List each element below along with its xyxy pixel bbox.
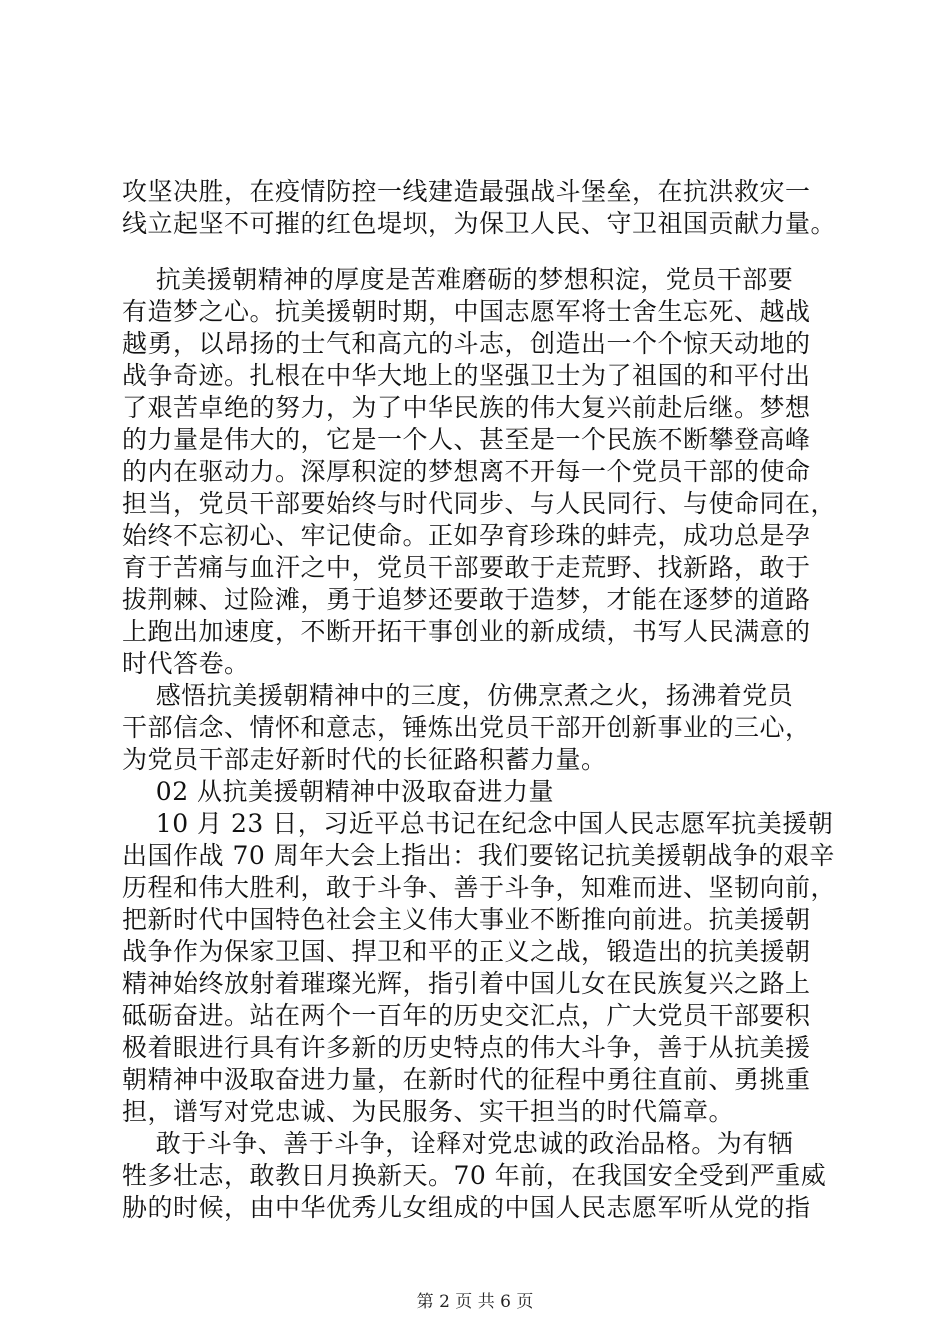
text-line: 出国作战 70 周年大会上指出：我们要铭记抗美援朝战争的艰辛 (122, 841, 835, 870)
text-line: 感悟抗美援朝精神中的三度，仿佛烹煮之火，扬沸着党员 (122, 681, 794, 710)
section-heading: 02 从抗美援朝精神中汲取奋进力量 (122, 777, 555, 806)
text-line: 拔荆棘、过险滩，勇于追梦还要敢于造梦，才能在逐梦的道路 (122, 585, 811, 614)
text-line: 攻坚决胜，在疫情防控一线建造最强战斗堡垒，在抗洪救灾一 (122, 177, 811, 206)
text-line: 战争作为保家卫国、捍卫和平的正义之战，锻造出的抗美援朝 (122, 937, 811, 966)
text-line: 极着眼进行具有许多新的历史特点的伟大斗争，善于从抗美援 (122, 1033, 811, 1062)
paragraph-block-top (122, 176, 842, 240)
page-number-footer: 第 2 页 共 6 页 (416, 1292, 534, 1312)
text-line: 担，谱写对党忠诚、为民服务、实干担当的时代篇章。 (122, 1097, 735, 1126)
text-line: 线立起坚不可摧的红色堤坝，为保卫人民、守卫祖国贡献力量。 (122, 209, 837, 238)
text-line: 把新时代中国特色社会主义伟大事业不断推向前进。抗美援朝 (122, 905, 811, 934)
paragraph-block-main (122, 264, 842, 1224)
text-line: 朝精神中汲取奋进力量，在新时代的征程中勇往直前、勇挑重 (122, 1065, 811, 1094)
text-line: 始终不忘初心、牢记使命。正如孕育珍珠的蚌壳，成功总是孕 (122, 521, 811, 550)
text-line: 有造梦之心。抗美援朝时期，中国志愿军将士舍生忘死、越战 (122, 297, 811, 326)
text-line: 时代答卷。 (122, 649, 250, 678)
text-line: 上跑出加速度，不断开拓干事创业的新成绩，书写人民满意的 (122, 617, 811, 646)
text-line: 敢于斗争、善于斗争，诠释对党忠诚的政治品格。为有牺 (122, 1129, 794, 1158)
text-line: 的力量是伟大的，它是一个人、甚至是一个民族不断攀登高峰 (122, 425, 811, 454)
text-line: 越勇，以昂扬的士气和高亢的斗志，创造出一个个惊天动地的 (122, 329, 811, 358)
text-line: 干部信念、情怀和意志，锤炼出党员干部开创新事业的三心， (122, 713, 811, 742)
text-line: 了艰苦卓绝的努力，为了中华民族的伟大复兴前赴后继。梦想 (122, 393, 811, 422)
text-line: 抗美援朝精神的厚度是苦难磨砺的梦想积淀，党员干部要 (122, 265, 794, 294)
text-line: 牲多壮志，敢教日月换新天。70 年前，在我国安全受到严重威 (122, 1161, 827, 1190)
text-line: 的内在驱动力。深厚积淀的梦想离不开每一个党员干部的使命 (122, 457, 811, 486)
text-line: 育于苦痛与血汗之中，党员干部要敢于走荒野、找新路，敢于 (122, 553, 811, 582)
text-line: 历程和伟大胜利，敢于斗争、善于斗争，知难而进、坚韧向前， (122, 873, 837, 902)
text-line: 战争奇迹。扎根在中华大地上的坚强卫士为了祖国的和平付出 (122, 361, 811, 390)
text-line: 为党员干部走好新时代的长征路积蓄力量。 (122, 745, 607, 774)
text-line: 砥砺奋进。站在两个一百年的历史交汇点，广大党员干部要积 (122, 1001, 811, 1030)
text-line: 担当，党员干部要始终与时代同步、与人民同行、与使命同在， (122, 489, 837, 518)
text-line: 10 月 23 日，习近平总书记在纪念中国人民志愿军抗美援朝 (122, 809, 834, 838)
text-line: 精神始终放射着璀璨光辉，指引着中国儿女在民族复兴之路上 (122, 969, 811, 998)
text-line: 胁的时候，由中华优秀儿女组成的中国人民志愿军听从党的指 (122, 1193, 811, 1222)
